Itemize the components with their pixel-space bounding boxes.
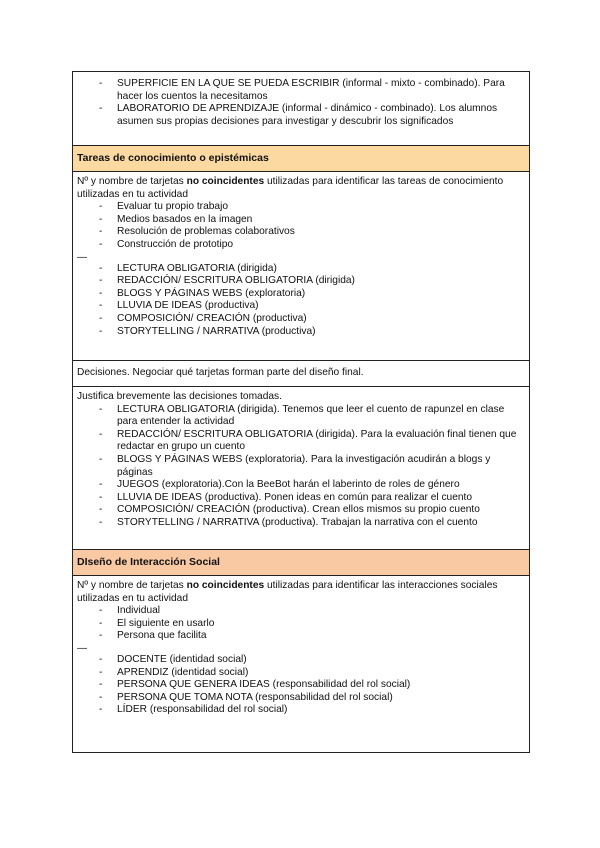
list-item: - LABORATORIO DE APRENDIZAJE (informal - dinámico - combinado). Los alumnos asumen sus propias decisiones para investigar y descubrir los significados: [99, 103, 525, 128]
coincident-cards-list: [77, 201, 525, 251]
decisions-cell: [73, 361, 529, 387]
list-item: - BLOGS Y PÁGINAS WEBS (exploratoria). Para la investigación acudirán a blogs y páginas: [99, 454, 525, 479]
section-header-social: [73, 550, 529, 576]
justification-list: [77, 404, 525, 530]
list-item: - DOCENTE (identidad social): [99, 654, 525, 667]
selected-cards-list: [77, 654, 525, 717]
list-item: - REDACCIÓN/ ESCRITURA OBLIGATORIA (dirigida): [99, 275, 525, 288]
list-item: - STORYTELLING / NARRATIVA (productiva). Trabajan la narrativa con el cuento: [99, 517, 525, 530]
coincident-cards-list: [77, 605, 525, 643]
list-item: - LLUVIA DE IDEAS (productiva). Ponen ideas en común para realizar el cuento: [99, 492, 525, 505]
epistemic-cards-cell: [73, 172, 529, 361]
list-item: - SUPERFICIE EN LA QUE SE PUEDA ESCRIBIR (informal - mixto - combinado). Para hacer los cuentos la necesitamos: [99, 78, 525, 103]
list-item: - LÍDER (responsabilidad del rol social): [99, 704, 525, 717]
top-list: [77, 78, 525, 128]
list-item: - El siguiente en usarlo: [99, 618, 525, 631]
section-title: Tareas de conocimiento o epistémicas: [77, 152, 269, 165]
list-item: - LLUVIA DE IDEAS (productiva): [99, 300, 525, 313]
selected-cards-list: [77, 263, 525, 339]
list-item: - JUEGOS (exploratoria).Con la BeeBot harán el laberinto de roles de género: [99, 479, 525, 492]
list-item: - LECTURA OBLIGATORIA (dirigida): [99, 263, 525, 276]
separator: —: [77, 642, 87, 654]
list-item: - Evaluar tu propio trabajo: [99, 201, 525, 214]
cards-intro: Nº y nombre de tarjetas no coincidentes utilizadas para identificar las interacciones sociales utilizadas en tu actividad: [77, 580, 498, 604]
list-item: - LECTURA OBLIGATORIA (dirigida). Tenemos que leer el cuento de rapunzel en clase para entender la actividad: [99, 404, 525, 429]
list-item: - Individual: [99, 605, 525, 618]
decisions-text: Decisiones. Negociar qué tarjetas forman parte del diseño final.: [77, 367, 364, 378]
social-cards-cell: [73, 576, 529, 752]
list-item: - PERSONA QUE TOMA NOTA (responsabilidad del rol social): [99, 692, 525, 705]
list-item: - Medios basados en la imagen: [99, 214, 525, 227]
list-item: - Resolución de problemas colaborativos: [99, 226, 525, 239]
list-item: - COMPOSICIÓN/ CREACIÓN (productiva): [99, 313, 525, 326]
separator: —: [77, 251, 87, 263]
justify-title: Justifica brevemente las decisiones tomadas.: [77, 391, 282, 402]
list-item: - STORYTELLING / NARRATIVA (productiva): [99, 326, 525, 339]
cards-intro: Nº y nombre de tarjetas no coincidentes utilizadas para identificar las tareas de conocimiento utilizadas en tu actividad: [77, 176, 504, 200]
list-item: - COMPOSICIÓN/ CREACIÓN (productiva). Crean ellos mismos su propio cuento: [99, 504, 525, 517]
list-item: - Construcción de prototipo: [99, 239, 525, 252]
design-table: [72, 71, 530, 753]
section-header-epistemic: [73, 146, 529, 172]
list-item: - PERSONA QUE GENERA IDEAS (responsabilidad del rol social): [99, 679, 525, 692]
list-item: - REDACCIÓN/ ESCRITURA OBLIGATORIA (dirigida). Para la evaluación final tienen que redactar en grupo un cuento: [99, 429, 525, 454]
list-item: - Persona que facilita: [99, 630, 525, 643]
top-list-cell: [73, 72, 529, 146]
list-item: - APRENDIZ (identidad social): [99, 667, 525, 680]
section-title: DIseño de Interacción Social: [77, 556, 220, 569]
justification-cell: [73, 387, 529, 550]
list-item: - BLOGS Y PÁGINAS WEBS (exploratoria): [99, 288, 525, 301]
